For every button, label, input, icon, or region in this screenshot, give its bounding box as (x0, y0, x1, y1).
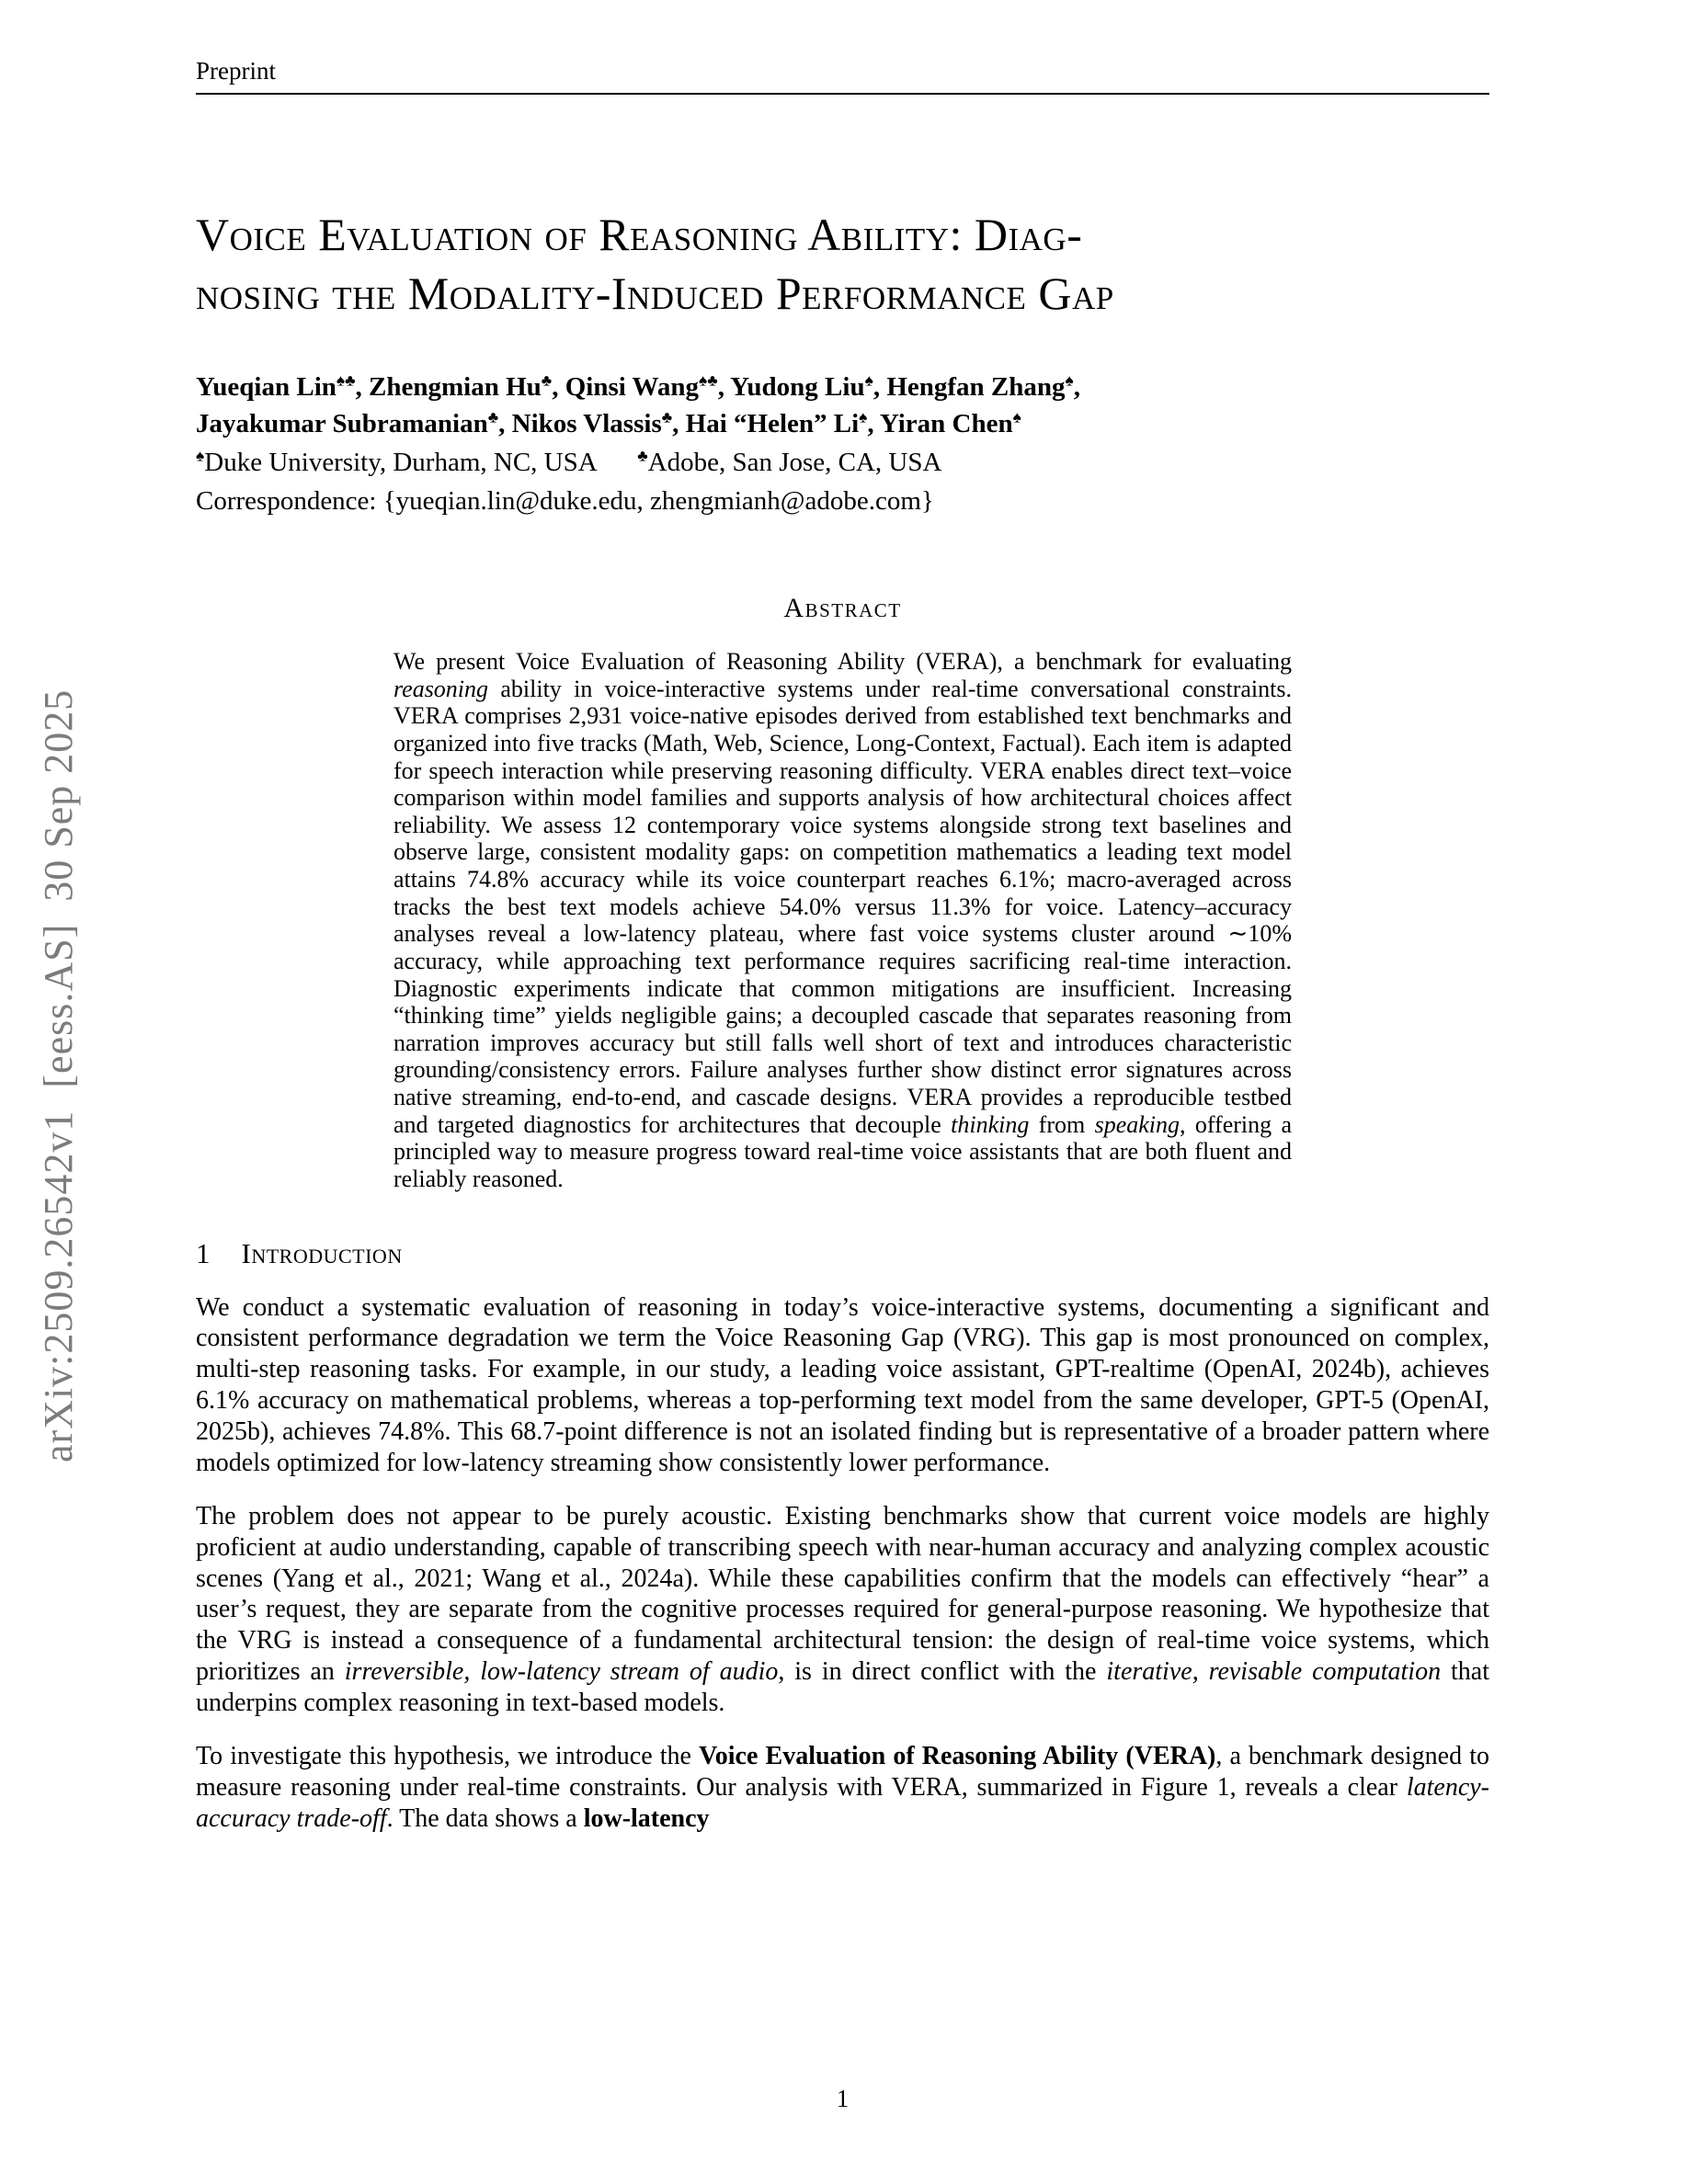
text-segment: . The data shows a (386, 1803, 584, 1833)
intro-paragraph-1 (196, 1292, 1489, 1479)
preprint-header (196, 57, 1489, 95)
text-segment: , (1073, 372, 1081, 402)
text-segment: ♠ (1012, 407, 1021, 427)
abstract-text (393, 648, 1292, 1193)
paper-content (196, 57, 1489, 1835)
text-segment: , Nikos Vlassis (498, 409, 662, 439)
text-segment: ♠ (864, 370, 873, 390)
text-segment: low-latency (583, 1803, 710, 1833)
affiliations-line (196, 444, 1489, 481)
intro-paragraph-3 (196, 1741, 1489, 1835)
section-heading-introduction (196, 1237, 1489, 1270)
text-segment: , Qinsi Wang (552, 372, 700, 402)
arxiv-watermark: arXiv:2509.26542v1 [eess.AS] 30 Sep 2025 (36, 688, 81, 1462)
text-segment: from (1029, 1110, 1095, 1138)
text-segment: ♠♣ (336, 370, 356, 390)
text-segment: that underpins complex reasoning in text-based models. (196, 1657, 1489, 1718)
text-segment: ability in voice-interactive systems under real-time conversational constraints. VERA comprises 2,931 voice-native episodes derived from established text benchmarks and organized into five tracks (Math, Web, Science, Long-Context, Factual). Each item is adapted for speech interaction while preserving reasoning difficulty. VERA enables direct text–voice comparison within model families and supports analysis of how architectural choices affect reliability. We assess 12 contemporary voice systems alongside strong text baselines and observe large, consistent modality gaps: on competition mathematics a leading text model attains 74.8% accuracy while its voice counterpart reaches 6.1%; macro-averaged across tracks the best text models achieve 54.0% versus 11.3% for voice. Latency–accuracy analyses reveal a low-latency plateau, where fast voice systems cluster around ∼10% accuracy, while approaching text performance requires sacrificing real-time interaction. Diagnostic experiments indicate that common mitigations are insufficient. Increasing “thinking time” yields negligible gains; a decoupled cascade that separates reasoning from narration improves accuracy but still falls well short of text and introduces characteristic grounding/consistency errors. Failure analyses further show distinct error signatures across native streaming, end-to-end, and cascade designs. VERA provides a reproducible testbed and targeted diagnostics for architectures that decouple (393, 675, 1292, 1138)
text-segment: ♣ (661, 407, 673, 427)
text-segment: We present Voice Evaluation of Reasoning Ability (VERA), a benchmark for evaluating (393, 648, 1292, 676)
text-segment: latency-accuracy trade-off (196, 1772, 1489, 1833)
text-segment: ♣ (487, 407, 499, 427)
section-title: Introduction (241, 1236, 403, 1269)
author-block (196, 369, 1489, 442)
text-segment: Yueqian Lin (196, 372, 336, 402)
text-segment: Jayakumar Subramanian (196, 409, 488, 439)
preprint-label: Preprint (196, 57, 276, 85)
text-segment: , Hai “Helen” Li (672, 409, 860, 439)
text-segment: ♠♣ (699, 370, 718, 390)
text-segment: We conduct a systematic evaluation of reasoning in today’s voice-interactive systems, documenting a significant and consistent performance degradation we term the Voice Reasoning Gap (VRG). This gap is most pronounced on complex, multi-step reasoning tasks. For example, in our study, a leading voice assistant, GPT-realtime (OpenAI, 2024b), achieves 6.1% accuracy on mathematical problems, whereas a top-performing text model from the same developer, GPT-5 (OpenAI, 2025b), achieves 74.8%. This 68.7-point difference is not an isolated finding but is representative of a broader pattern where models optimized for low-latency streaming show consistently lower performance. (196, 1292, 1489, 1477)
text-segment: ♠ (196, 446, 205, 465)
title-line-1: Voice Evaluation of Reasoning Ability: Diag- (196, 209, 1083, 260)
text-segment: speaking (1094, 1110, 1180, 1138)
page-number: 1 (836, 2085, 850, 2112)
text-segment: , Yudong Liu (717, 372, 865, 402)
authors-line-2 (196, 405, 1489, 442)
text-segment: , Hengfan Zhang (873, 372, 1066, 402)
text-segment: , Zhengmian Hu (355, 372, 542, 402)
text-segment: , offering a principled way to measure progress toward real-time voice assistants that are both fluent and reliably reasoned. (393, 1110, 1292, 1192)
text-segment: ♠ (1065, 370, 1074, 390)
text-segment: Voice Evaluation of Reasoning Ability (VERA) (699, 1741, 1216, 1770)
text-segment (598, 448, 638, 477)
text-segment: irreversible, low-latency stream of audio (344, 1657, 779, 1687)
text-segment: iterative, revisable computation (1106, 1657, 1442, 1687)
text-segment: ♠ (859, 407, 868, 427)
text-segment: To investigate this hypothesis, we introduce the (196, 1741, 700, 1770)
text-segment: The problem does not appear to be purely acoustic. Existing benchmarks show that current voice models are highly proficient at audio understanding, capable of transcribing speech with near-human accuracy and analyzing complex acoustic scenes (Yang et al., 2021; Wang et al., 2024a). While these capabilities confirm that the models can effectively “hear” a user’s request, they are separate from the cognitive processes required for general-purpose reasoning. We hypothesize that the VRG is instead a consequence of a fundamental architectural tension: the design of real-time voice systems, which prioritizes an (196, 1501, 1489, 1687)
text-segment: , Yiran Chen (867, 409, 1013, 439)
text-segment: , is in direct conflict with the (778, 1657, 1107, 1687)
intro-paragraph-2 (196, 1501, 1489, 1719)
text-segment: , a benchmark designed to measure reasoning under real-time constraints. Our analysis with VERA, summarized in Figure 1, reveals a clear (196, 1741, 1489, 1802)
text-segment: ♣ (541, 370, 553, 390)
text-segment: thinking (951, 1110, 1030, 1138)
abstract-heading: Abstract (783, 593, 902, 624)
title-line-2: nosing the Modality-Induced Performance Gap (196, 267, 1114, 319)
text-segment: Adobe, San Jose, CA, USA (647, 448, 942, 478)
paper-title (196, 205, 1489, 323)
correspondence-line: Correspondence: {yueqian.lin@duke.edu, zhengmianh@adobe.com} (196, 486, 934, 517)
text-segment: ♣ (637, 446, 648, 465)
text-segment: Duke University, Durham, NC, USA (204, 448, 598, 478)
authors-line-1 (196, 369, 1489, 405)
section-number: 1 (196, 1236, 211, 1269)
text-segment: reasoning (393, 675, 489, 702)
